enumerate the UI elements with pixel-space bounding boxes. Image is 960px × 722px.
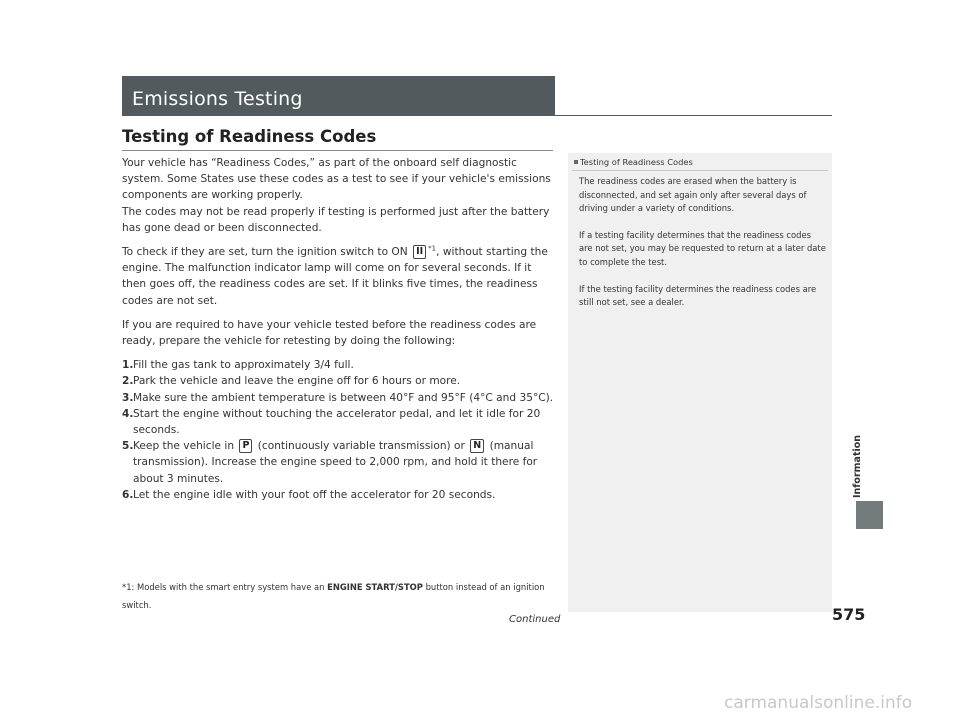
main-text (122, 155, 554, 503)
heading-rule (122, 150, 553, 151)
list-item: 6. Let the engine idle with your foot off the accelerator for 20 seconds. (122, 488, 496, 501)
chapter-tab[interactable] (856, 501, 883, 529)
list-item: 2. Park the vehicle and leave the engine off for 6 hours or more. (122, 375, 461, 388)
sidebar-paragraph: If a testing facility determines that the readiness codes are not set, you may be requested to return at a later date to complete the test. (579, 229, 826, 267)
list-item: 5. Keep the vehicle in P (continuously variable transmission) or N (manual transmission). Increase the engine speed to 2,000 rpm, and hold it there for about 3 minutes. (122, 440, 538, 485)
page-heading: Testing of Readiness Codes (122, 127, 377, 146)
sidebar-note (568, 153, 832, 612)
footnote-ref: *1 (428, 244, 437, 253)
list-item: 3. Make sure the ambient temperature is between 40°F and 95°F (4°C and 35°C). (122, 391, 554, 404)
sidebar-paragraph: The readiness codes are erased when the battery is disconnected, and set again only after several days of driving under a variety of conditions. (579, 176, 807, 214)
list-item: 4. Start the engine without touching the accelerator pedal, and let it idle for 20 seconds. (122, 407, 541, 437)
page-number: 575 (832, 605, 866, 624)
banner-title: Emissions Testing (132, 88, 303, 110)
paragraph-retest: If you are required to have your vehicle tested before the readiness codes are ready, prepare the vehicle for retesting by doing the following: (122, 318, 537, 348)
steps-list (122, 357, 554, 503)
footnote: *1: Models with the smart entry system have an ENGINE START/STOP button instead of an ignition switch. (122, 582, 545, 610)
paragraph-check: To check if they are set, turn the ignition switch to ON II $^{*1}$, without starting the engine. The malfunction indicator lamp will come on for several seconds. If it then goes off, the readiness codes are set. If it blinks five times, the readiness codes are not set. (122, 244, 548, 307)
sidebar-title: Testing of Readiness Codes (574, 157, 693, 167)
sidebar-body (579, 175, 827, 323)
paragraph-intro: Your vehicle has “Readiness Codes,” as part of the onboard self diagnostic system. Some States use these codes as a test to see if your vehicle's emissions components are working properly. (122, 157, 551, 202)
neutral-key-icon: N (470, 439, 484, 453)
watermark: carmanualsonline.info (724, 693, 913, 713)
list-item: 1. Fill the gas tank to approximately 3/4 full. (122, 359, 354, 372)
paragraph-battery: The codes may not be read properly if testing is performed just after the battery has gone dead or been disconnected. (122, 205, 550, 234)
continued-label: Continued (509, 614, 561, 625)
sidebar-paragraph: If the testing facility determines the readiness codes are still not set, see a dealer. (579, 283, 817, 308)
section-banner (122, 76, 555, 116)
park-key-icon: P (239, 439, 252, 453)
ignition-on-key-icon: II (413, 245, 426, 259)
note-marker-icon (574, 160, 578, 164)
banner-rule (555, 115, 832, 116)
